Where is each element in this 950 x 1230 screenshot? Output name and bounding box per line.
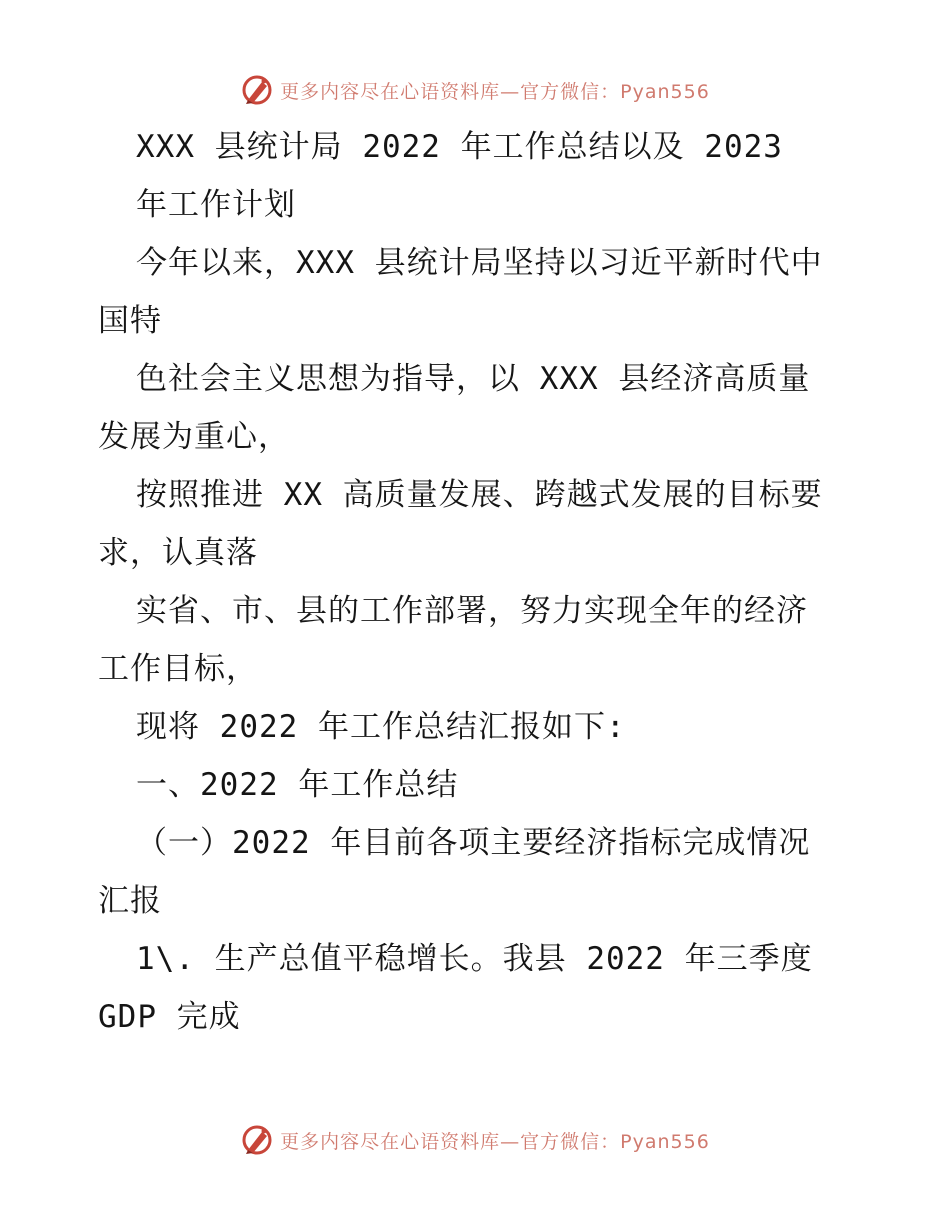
banner-wechat-id: Pyan556 xyxy=(620,1130,710,1153)
text-line: 今年以来，XXX 县统计局坚持以习近平新时代中 xyxy=(136,245,823,281)
text-line: 发展为重心， xyxy=(98,419,290,455)
banner-label: 更多内容尽在心语资料库—官方微信： xyxy=(280,80,621,103)
text-line: 按照推进 XX 高质量发展、跨越式发展的目标要 xyxy=(136,477,823,513)
text-line: 汇报 xyxy=(98,883,162,919)
banner-text xyxy=(280,77,710,104)
pen-logo-icon xyxy=(240,1123,274,1157)
banner-label: 更多内容尽在心语资料库—官方微信： xyxy=(280,1130,621,1153)
banner-text xyxy=(280,1127,710,1154)
footer-watermark-banner xyxy=(0,1122,950,1158)
text-line: XXX 县统计局 2022 年工作总结以及 2023 xyxy=(136,129,783,165)
banner-wechat-id: Pyan556 xyxy=(620,80,710,103)
header-watermark-banner xyxy=(0,72,950,108)
document-body xyxy=(98,118,858,1046)
text-line: 色社会主义思想为指导，以 XXX 县经济高质量 xyxy=(136,361,811,397)
text-line: 工作目标， xyxy=(98,651,258,687)
pen-logo-icon xyxy=(240,73,274,107)
text-line: GDP 完成 xyxy=(98,999,241,1035)
text-line: （一）2022 年目前各项主要经济指标完成情况 xyxy=(136,825,811,861)
text-line: 年工作计划 xyxy=(136,187,296,223)
text-line: 国特 xyxy=(98,303,162,339)
text-line: 一、2022 年工作总结 xyxy=(136,767,459,803)
text-line: 现将 2022 年工作总结汇报如下: xyxy=(136,709,626,745)
text-line: 1\. 生产总值平稳增长。我县 2022 年三季度 xyxy=(136,941,813,977)
text-line: 实省、市、县的工作部署，努力实现全年的经济 xyxy=(136,593,808,629)
text-line: 求，认真落 xyxy=(98,535,258,571)
